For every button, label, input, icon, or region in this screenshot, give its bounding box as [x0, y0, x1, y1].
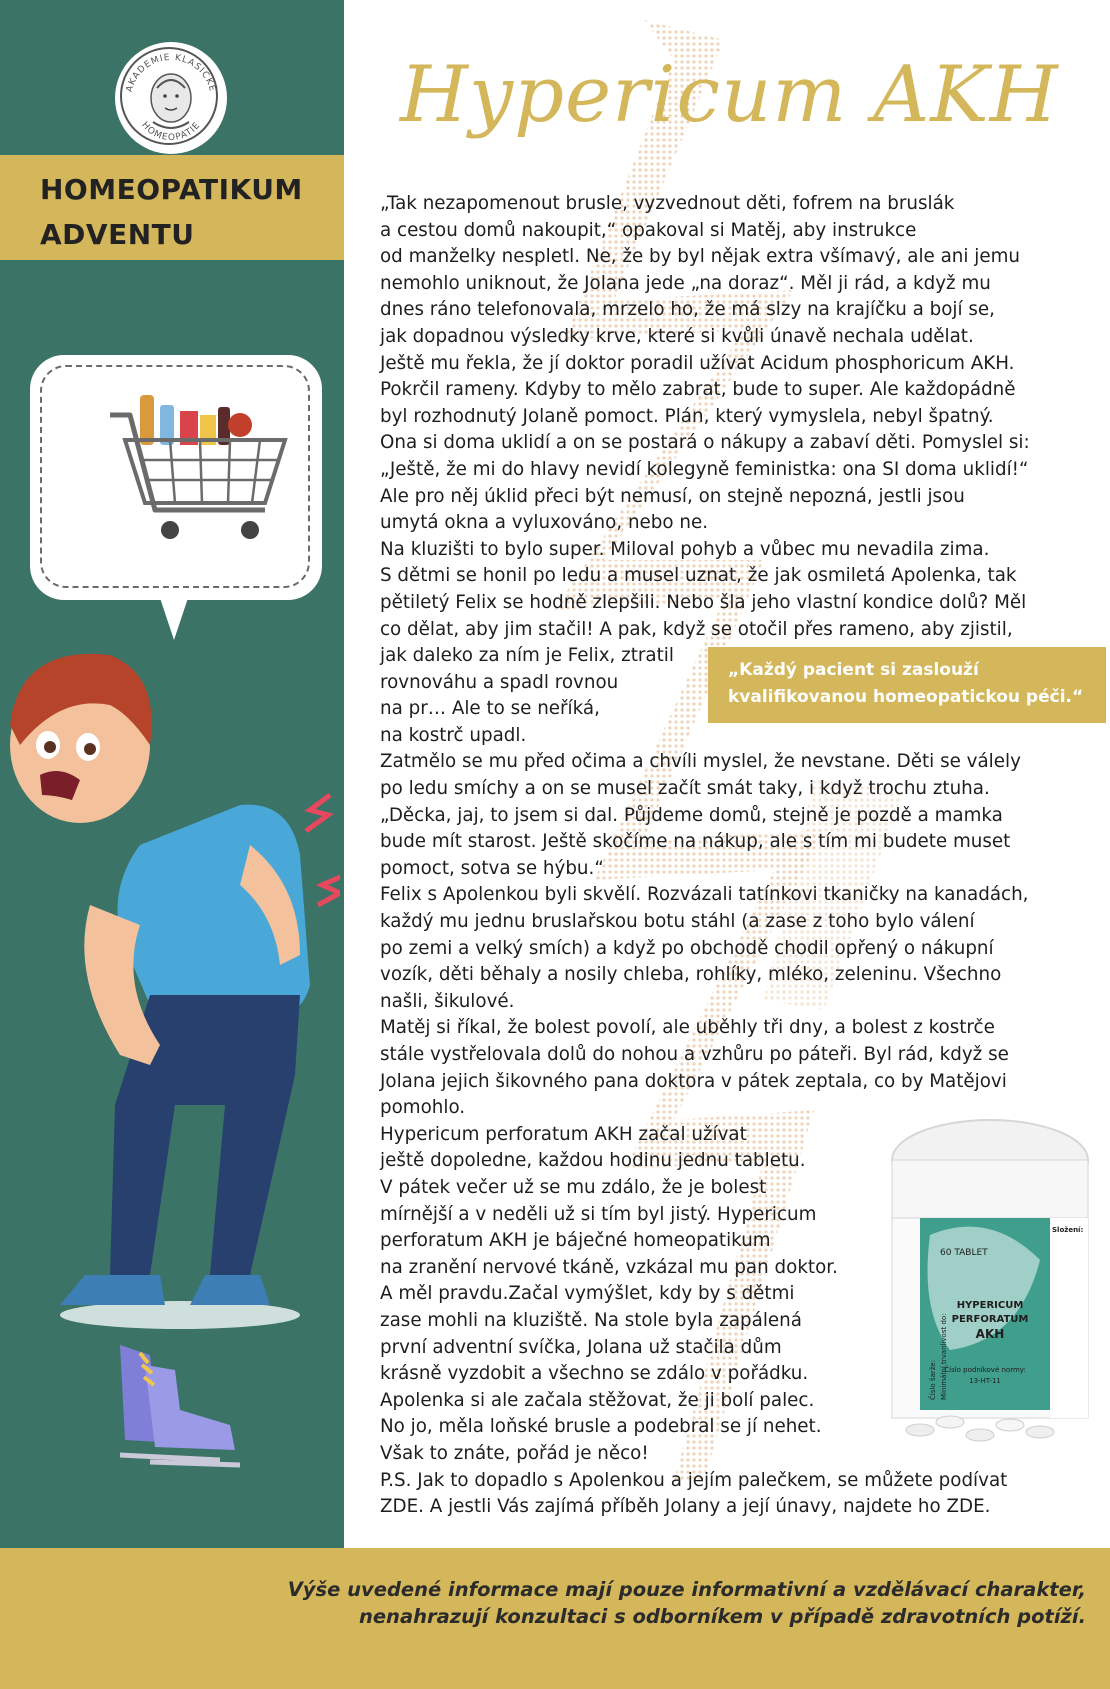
story-line: No jo, měla loňské brusle a podebral se jí nehet. [380, 1416, 822, 1438]
story-line: umytá okna a vyluxováno, nebo ne. [380, 512, 709, 534]
story-line: co dělat, aby jim stačil! A pak, když se otočil přes rameno, aby zjistil, [380, 618, 1013, 640]
footer-line: nenahrazují konzultaci s odborníkem v případě zdravotních potíží. [358, 1605, 1086, 1628]
story-line: Felix s Apolenkou byli skvělí. Rozvázali tatínkovi tkaničky na kanadách, [380, 884, 1029, 906]
product-name-line: HYPERICUM [956, 1300, 1024, 1311]
story-line: Zatmělo se mu před očima a chvíli myslel, že nevstane. Děti se válely [380, 751, 1021, 773]
svg-text:HOMEOPATIE: HOMEOPATIE [139, 120, 203, 144]
story-line: P.S. Jak to dopadlo s Apolenkou a jejím palečkem, se můžete podívat [380, 1469, 1008, 1491]
pull-quote [708, 647, 1106, 723]
story-line: V pátek večer už se mu zdálo, že je bolest [380, 1176, 767, 1198]
footer-line: Výše uvedené informace mají pouze informativní a vzdělávací charakter, [287, 1578, 1086, 1601]
product-bottle-illustration [880, 1110, 1095, 1450]
story-line: Ona si doma uklidí a on se postará o nákupy a zabaví děti. Pomyslel si: [380, 432, 1030, 454]
story-line: ještě dopoledne, každou hodinu jednu tabletu. [380, 1150, 806, 1172]
product-count: 60 TABLET [940, 1248, 988, 1258]
story-line: S dětmi se honil po ledu a musel uznat, že jak osmiletá Apolenka, tak [380, 565, 1017, 587]
sidebar-label [40, 167, 330, 257]
story-line: nemohlo uniknout, že Jolana jede „na doraz“. Měl ji rád, a když mu [380, 272, 991, 294]
sidebar-label-line: ADVENTU [40, 218, 195, 251]
man-back-pain-illustration [0, 635, 340, 1335]
story-line: pomoct, sotva se hýbu.“ [380, 857, 604, 879]
story-line: zase mohli na kluziště. Na stole byla zapálená [380, 1309, 802, 1331]
footer-text [186, 1576, 1086, 1630]
story-line: od manželky nespletl. Ne, že by byl nějak extra všímavý, ale ani jemu [380, 246, 1020, 268]
svg-text:AKADEMIE KLASICKÉ: AKADEMIE KLASICKÉ [124, 52, 218, 94]
story-line: „Tak nezapomenout brusle, vyzvednout děti, fofrem na bruslák [380, 193, 955, 214]
product-expiry-label: Minimální trvanlivost do: [940, 1313, 948, 1400]
story-line: Apolenka si ale začala stěžovat, že ji bolí palec. [380, 1389, 815, 1411]
speech-bubble [30, 355, 322, 600]
product-code-value: 13-HT-11 [969, 1377, 1001, 1385]
story-line: perforatum AKH je báječné homeopatikum [380, 1230, 771, 1252]
product-code-label: Číslo podnikové normy: [944, 1366, 1026, 1374]
story-line: Ještě mu řekla, že jí doktor poradil užívat Acidum phosphoricum AKH. [380, 352, 1015, 374]
pull-quote-line: „Každý pacient si zaslouží [728, 660, 979, 680]
story-line: ZDE. A jestli Vás zajímá příběh Jolany a její únavy, najdete ho ZDE. [380, 1496, 991, 1518]
story-line: na zranění nervové tkáně, vzkázal mu pan doktor. [380, 1256, 838, 1278]
story-line: jak daleko za ním je Felix, ztratil [380, 645, 674, 667]
story-line: po zemi a velký smích) a když po obchodě chodil opřený o nákupní [380, 937, 994, 959]
sidebar-label-line: HOMEOPATIKUM [40, 173, 303, 206]
product-batch-label: Číslo šarže: [929, 1359, 937, 1400]
story-line: našli, šikulové. [380, 990, 515, 1012]
story-line: jak dopadnou výsledky krve, které si kvůli únavě nechala udělat. [380, 325, 974, 347]
story-line: na kostrč upadl. [380, 724, 527, 746]
story-line: Na kluzišti to bylo super. Miloval pohyb a vůbec mu nevadila zima. [380, 538, 990, 560]
product-name-line: AKH [975, 1327, 1005, 1341]
pull-quote-text [728, 657, 1098, 711]
story-line: pětiletý Felix se hodně zlepšili. Nebo šla jeho vlastní kondice dolů? Měl [380, 591, 1027, 613]
shopping-cart-icon [100, 385, 300, 565]
product-composition-label: Složení: [1052, 1226, 1084, 1234]
story-line: „Děcka, jaj, to jsem si dal. Půjdeme domů, stejně je pozdě a mamka [380, 804, 1003, 826]
product-name-line: PERFORATUM [951, 1314, 1029, 1325]
logo-seal [115, 42, 227, 154]
ice-skates-icon [100, 1335, 250, 1475]
story-line: Však to znáte, pořád je něco! [380, 1442, 649, 1464]
pull-quote-line: kvalifikovanou homeopatickou péči.“ [728, 687, 1084, 707]
story-line: Hypericum perforatum AKH začal užívat [380, 1123, 747, 1145]
sidebar-label-box [0, 155, 344, 260]
story-line: bude mít starost. Ještě skočíme na nákup, ale s tím mi budete muset [380, 831, 1011, 853]
story-line: krásně vyzdobit a všechno se zdálo v pořádku. [380, 1363, 809, 1385]
story-line: Matěj si říkal, že bolest povolí, ale uběhly tři dny, a bolest z kostrče [380, 1017, 995, 1039]
story-line: Pokrčil rameny. Kdyby to mělo zabrat, bude to super. Ale každopádně [380, 379, 1016, 401]
footer-disclaimer [0, 1548, 1110, 1689]
story-line: po ledu smíchy a on se musel začít smát taky, i když trochu ztuha. [380, 778, 990, 800]
story-line: každý mu jednu bruslařskou botu stáhl (a zase z toho bylo válení [380, 911, 975, 933]
story-line: A měl pravdu.Začal vymýšlet, kdy by s dětmi [380, 1283, 795, 1305]
portrait-icon [115, 42, 227, 154]
story-line: vozík, děti běhaly a nosily chleba, rohlíky, mléko, zeleninu. Všechno [380, 964, 1002, 986]
story-line: dnes ráno telefonovala, mrzelo ho, že má slzy na krajíčku a bojí se, [380, 299, 995, 321]
story-line: pomohlo. [380, 1097, 466, 1119]
story-line: na pr… Ale to se neříká, [380, 698, 600, 720]
story-line: a cestou domů nakoupit,“ opakoval si Matěj, aby instrukce [380, 219, 917, 241]
speech-bubble-tail [160, 598, 188, 640]
story-line: Ale pro něj úklid přeci být nemusí, on stejně nepozná, jestli jsou [380, 485, 965, 507]
story-line: mírnější a v neděli už si tím byl jistý. Hypericum [380, 1203, 817, 1225]
story-line: stále vystřelovala dolů do nohou a vzhůru po páteři. Byl rád, když se [380, 1044, 1009, 1065]
story-line: rovnováhu a spadl rovnou [380, 671, 619, 693]
story-line: první adventní svíčka, Jolana už stačila dům [380, 1336, 782, 1358]
story-line: Jolana jejich šikovného pana doktora v pátek zeptala, co by Matějovi [380, 1070, 1007, 1092]
page-title: Hypericum AKH [400, 50, 1059, 140]
story-line: byl rozhodnutý Jolaně pomoct. Plán, který vymyslela, nebyl špatný. [380, 405, 994, 427]
story-line: „Ještě, že mi do hlavy nevidí kolegyně feministka: ona SI doma uklidí!“ [380, 458, 1029, 480]
